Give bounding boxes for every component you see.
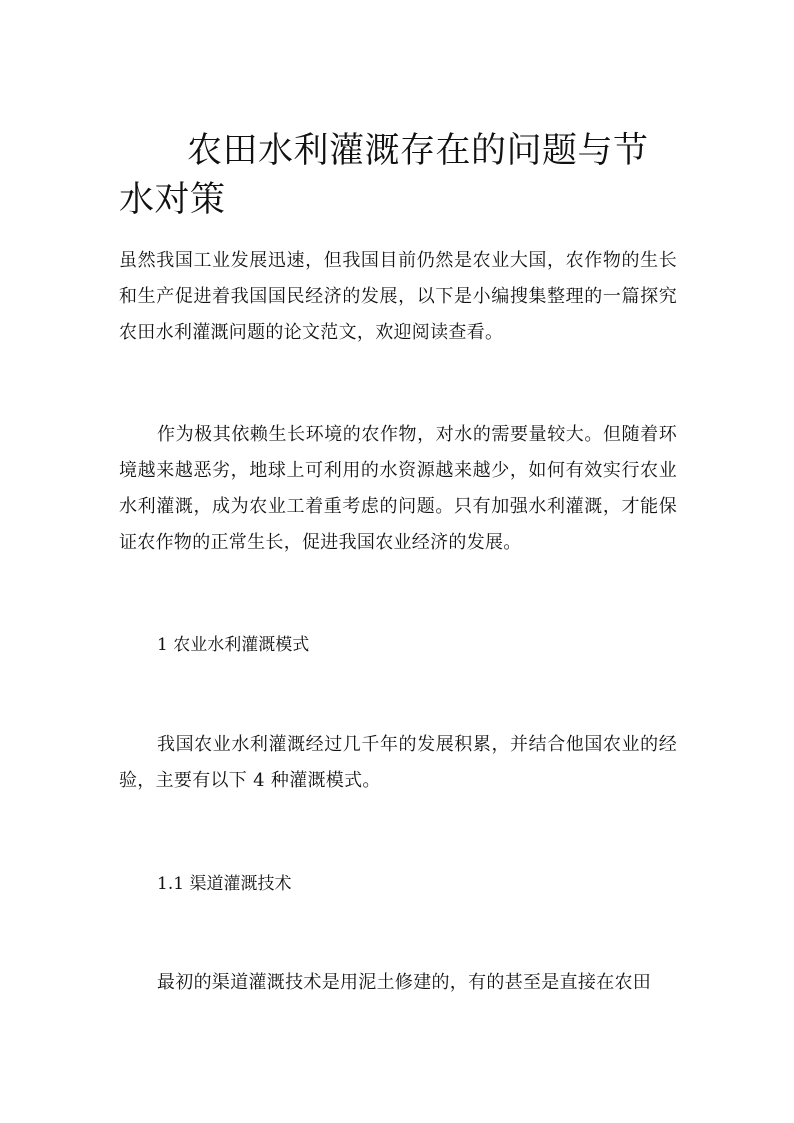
body-paragraph-3: 最初的渠道灌溉技术是用泥土修建的，有的甚至是直接在农田 (157, 972, 652, 993)
section-heading-1-1: 1.1 渠道灌溉技术 (157, 874, 292, 894)
body-paragraph-1: 作为极其依赖生长环境的农作物，对水的需要量较大。但随着环境越来越恶劣，地球上可利用的水资源越来越少，如何有效实行农业水利灌溉，成为农业工着重考虑的问题。只有加强水利灌溉，才能保证农作物的正常生长，促进我国农业经济的发展。 (119, 424, 677, 553)
document-title: 农田水利灌溉存在的问题与节水对策 (119, 131, 649, 220)
body-paragraph-2: 我国农业水利灌溉经过几千年的发展积累，并结合他国农业的经验，主要有以下 4 种灌溉模式。 (119, 734, 677, 791)
section-heading-1: 1 农业水利灌溉模式 (157, 635, 310, 655)
intro-paragraph: 虽然我国工业发展迅速，但我国目前仍然是农业大国，农作物的生长和生产促进着我国国民经济的发展，以下是小编搜集整理的一篇探究农田水利灌溉问题的论文范文，欢迎阅读查看。 (119, 250, 677, 343)
